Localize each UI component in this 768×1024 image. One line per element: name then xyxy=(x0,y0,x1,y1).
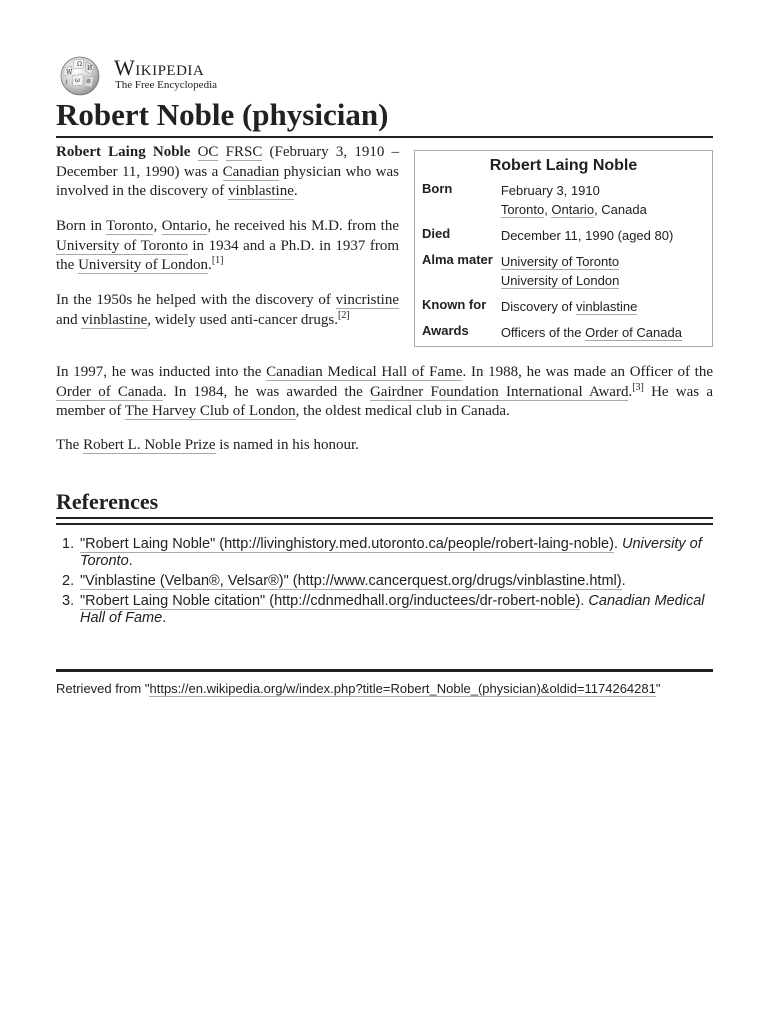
link-frsc[interactable]: FRSC xyxy=(225,144,263,160)
link-vinblastine[interactable]: vinblastine xyxy=(228,183,294,200)
paragraph-discovery xyxy=(56,291,399,330)
wikipedia-wordmark: Wikipedia xyxy=(114,55,205,80)
paragraph-text: He was a member of xyxy=(56,383,713,420)
link-ontario[interactable]: Ontario xyxy=(551,202,595,217)
page-title: Robert Noble (physician) xyxy=(56,97,389,132)
wikipedia-tagline: The Free Encyclopedia xyxy=(115,79,218,91)
paragraph-text: In 1997, he was inducted into the xyxy=(56,364,267,380)
infobox-row-born xyxy=(415,178,712,223)
awards-text: Officers of the xyxy=(500,325,586,340)
infobox-value xyxy=(499,249,712,294)
paragraph-text: . xyxy=(208,257,212,274)
infobox-value xyxy=(499,178,712,223)
infobox xyxy=(414,150,713,347)
paragraph-education xyxy=(56,217,399,276)
paragraph-prize xyxy=(56,436,713,456)
reference-publisher: Canadian Medical Hall of Fame xyxy=(80,593,705,626)
citation-link[interactable]: [1] xyxy=(211,255,224,267)
paragraph-text: in 1934 and a Ph.D. in 1937 from the xyxy=(56,237,400,274)
reference-item xyxy=(62,593,713,627)
paragraph-text: The xyxy=(56,437,84,453)
reference-publisher: University of Toronto xyxy=(80,536,702,569)
link-noble-prize[interactable]: Robert L. Noble Prize xyxy=(83,437,216,453)
link-vinblastine[interactable]: vinblastine xyxy=(575,299,638,314)
link-ontario[interactable]: Ontario xyxy=(161,218,208,234)
infobox-value xyxy=(499,294,712,320)
globe-glyph: W xyxy=(66,69,73,76)
title-underline xyxy=(56,136,713,138)
reference-link[interactable]: "Robert Laing Noble citation" (http://cdnmedhall.org/inductees/dr-robert-noble) xyxy=(80,593,581,609)
retrieved-from xyxy=(56,681,660,696)
paragraph-text: (February 3, 1910 – December 11, 1990) was a xyxy=(56,144,400,180)
infobox-row-known-for xyxy=(415,294,712,320)
link-oc[interactable]: OC xyxy=(197,144,219,160)
reference-number: 1. xyxy=(62,536,75,552)
link-order-of-canada[interactable]: Order of Canada xyxy=(585,325,682,340)
reference-link[interactable]: "Vinblastine (Velban®, Velsar®)" (http://www.cancerquest.org/drugs/vinblastine.html) xyxy=(80,573,622,589)
paragraph-text: , he received his M.D. from the xyxy=(207,218,399,234)
link-university-of-toronto[interactable]: University of Toronto xyxy=(500,254,620,269)
infobox-label: Alma mater xyxy=(422,252,493,267)
paragraph-text: In the 1950s he helped with the discovery of xyxy=(56,292,336,308)
infobox-row-awards xyxy=(415,320,712,346)
link-canadian-medical-hall-of-fame[interactable]: Canadian Medical Hall of Fame xyxy=(266,364,463,380)
reference-item xyxy=(62,536,713,570)
paragraph-text: , xyxy=(153,218,162,234)
retrieved-text: Retrieved from " xyxy=(56,681,150,696)
link-toronto[interactable]: Toronto xyxy=(500,202,545,217)
reference-text: . xyxy=(580,593,589,609)
paragraph-honours xyxy=(56,363,713,422)
citation-link[interactable]: [3] xyxy=(632,381,644,393)
paragraph-text: , the oldest medical club in Canada. xyxy=(295,403,510,420)
link-toronto[interactable]: Toronto xyxy=(106,218,154,234)
infobox-label: Died xyxy=(422,226,451,241)
link-order-of-canada[interactable]: Order of Canada xyxy=(56,383,163,400)
reference-number: 2. xyxy=(62,573,75,589)
references-list xyxy=(62,536,713,630)
reference-item xyxy=(62,573,713,590)
paragraph-intro xyxy=(56,143,399,202)
paragraph-text: . In 1984, he was awarded the xyxy=(162,383,370,400)
reference-number: 3. xyxy=(62,593,75,609)
reference-text: . xyxy=(621,573,626,589)
infobox-table xyxy=(415,178,712,346)
globe-glyph: ω xyxy=(75,77,80,84)
paragraph-text: is named in his honour. xyxy=(215,437,359,453)
paragraph-text: and xyxy=(56,311,82,328)
reference-text: . xyxy=(162,610,167,626)
infobox-title: Robert Laing Noble xyxy=(489,157,638,174)
footer-divider xyxy=(56,669,713,672)
link-university-of-london[interactable]: University of London xyxy=(78,257,209,274)
paragraph-text: . In 1988, he was made an Officer of the xyxy=(462,364,713,380)
infobox-value: December 11, 1990 (aged 80) xyxy=(500,228,674,243)
known-for-text: Discovery of xyxy=(500,299,576,314)
paragraph-text: . xyxy=(293,183,298,200)
references-heading: References xyxy=(56,489,159,514)
infobox-row-alma-mater xyxy=(415,249,712,294)
infobox-value xyxy=(499,320,712,346)
globe-glyph: 維 xyxy=(86,79,92,85)
retrieved-text: " xyxy=(655,681,661,696)
globe-glyph: Ω xyxy=(77,61,82,68)
globe-glyph: ا xyxy=(66,79,68,86)
link-gairdner-award[interactable]: Gairdner Foundation International Award xyxy=(369,383,629,400)
citation-link[interactable]: [2] xyxy=(338,309,350,321)
references-underline xyxy=(56,523,713,525)
retrieved-url-link[interactable]: https://en.wikipedia.org/w/index.php?title=Robert_Noble_(physician)&oldid=1174264281 xyxy=(149,681,656,696)
references-underline xyxy=(56,517,713,519)
born-date: February 3, 1910 xyxy=(500,183,600,198)
link-university-of-toronto[interactable]: University of Toronto xyxy=(56,237,188,254)
subject-name: Robert Laing Noble xyxy=(56,144,191,160)
link-harvey-club[interactable]: The Harvey Club of London xyxy=(124,403,296,420)
infobox-row-died xyxy=(415,223,712,249)
paragraph-text: . xyxy=(628,383,633,400)
infobox-label: Awards xyxy=(422,323,469,338)
infobox-label: Known for xyxy=(422,297,487,312)
reference-text: . xyxy=(613,536,622,552)
born-country: , Canada xyxy=(594,202,647,217)
paragraph-text: , widely used anti-cancer drugs. xyxy=(147,311,339,328)
paragraph-text: physician who was involved in the discovery of xyxy=(56,163,399,200)
wikipedia-globe-icon xyxy=(56,54,104,96)
paragraph-text: Born in xyxy=(56,218,107,234)
globe-glyph: И xyxy=(87,65,93,72)
reference-link[interactable]: "Robert Laing Noble" (http://livinghistory.med.utoronto.ca/people/robert-laing-noble) xyxy=(80,536,614,552)
reference-text: . xyxy=(128,553,133,569)
link-university-of-london[interactable]: University of London xyxy=(500,273,620,288)
link-canadian[interactable]: Canadian xyxy=(222,163,280,180)
link-vincristine[interactable]: vincristine xyxy=(335,292,399,308)
infobox-label: Born xyxy=(422,181,453,196)
link-vinblastine[interactable]: vinblastine xyxy=(81,311,148,328)
separator: , xyxy=(544,202,552,217)
